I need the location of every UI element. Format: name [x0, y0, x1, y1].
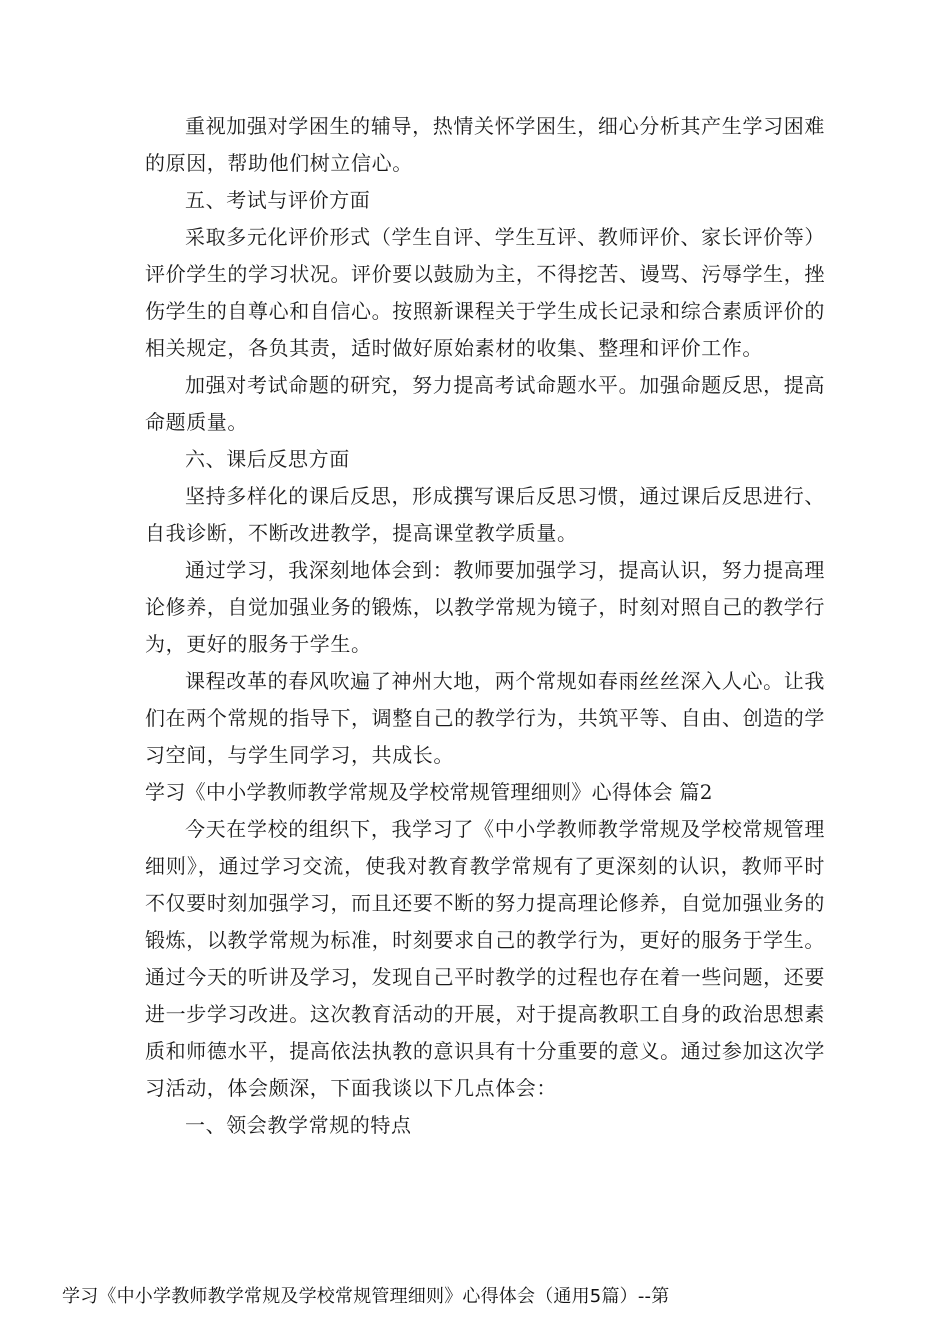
paragraph: 采取多元化评价形式（学生自评、学生互评、教师评价、家长评价等）评价学生的学习状况。评价要以鼓励为主，不得挖苦、谩骂、污辱学生，挫伤学生的自尊心和自信心。按照新课程关于学生成长记录和综合素质评价的相关规定，各负其责，适时做好原始素材的收集、整理和评价工作。: [145, 225, 825, 360]
paragraph: 加强对考试命题的研究，努力提高考试命题水平。加强命题反思，提高命题质量。: [145, 373, 825, 434]
article-title: 学习《中小学教师教学常规及学校常规管理细则》心得体会 篇2: [145, 780, 713, 804]
paragraph: 重视加强对学困生的辅导，热情关怀学困生，细心分析其产生学习困难的原因，帮助他们树立信心。: [145, 114, 825, 175]
section-heading: 六、课后反思方面: [185, 447, 350, 471]
document-body: [145, 108, 825, 1144]
paragraph: 今天在学校的组织下，我学习了《中小学教师教学常规及学校常规管理细则》，通过学习交流，使我对教育教学常规有了更深刻的认识，教师平时不仅要时刻加强学习，而且还要不断的努力提高理论修养，自觉加强业务的锻炼，以教学常规为标准，时刻要求自己的教学行为，更好的服务于学生。通过今天的听讲及学习，发现自己平时教学的过程也存在着一些问题，还要进一步学习改进。这次教育活动的开展，对于提高教职工自身的政治思想素质和师德水平，提高依法执教的意识具有十分重要的意义。通过参加这次学习活动，体会颇深，下面我谈以下几点体会：: [145, 817, 825, 1100]
paragraph: 课程改革的春风吹遍了神州大地，两个常规如春雨丝丝深入人心。让我们在两个常规的指导下，调整自己的教学行为，共筑平等、自由、创造的学习空间，与学生同学习，共成长。: [145, 669, 825, 767]
paragraph: 通过学习，我深刻地体会到：教师要加强学习，提高认识，努力提高理论修养，自觉加强业务的锻炼，以教学常规为镜子，时刻对照自己的教学行为，更好的服务于学生。: [145, 558, 825, 656]
section-heading: 五、考试与评价方面: [185, 188, 371, 212]
paragraph: 坚持多样化的课后反思，形成撰写课后反思习惯，通过课后反思进行、自我诊断，不断改进教学，提高课堂教学质量。: [145, 484, 825, 545]
section-heading: 一、领会教学常规的特点: [185, 1113, 412, 1137]
page-footer: 学习《中小学教师教学常规及学校常规管理细则》心得体会（通用5篇）--第: [62, 1286, 670, 1307]
